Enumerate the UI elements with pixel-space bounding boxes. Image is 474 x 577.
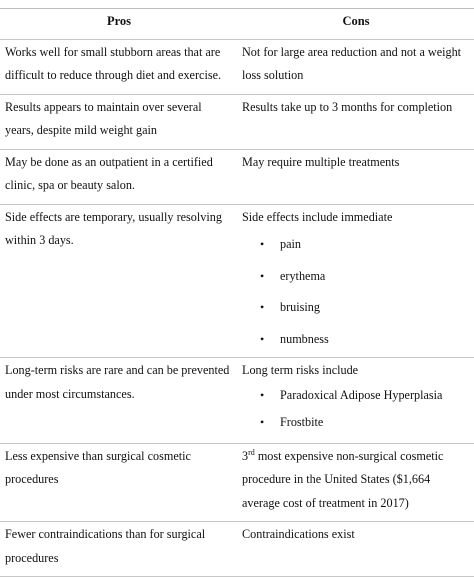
con-cell: Not for large area reduction and not a weight loss solution xyxy=(242,44,462,82)
pro-cell: Less expensive than surgical cosmetic procedures xyxy=(5,448,191,486)
table-row xyxy=(0,95,474,150)
list-item: • pain xyxy=(242,233,470,257)
list-item: • erythema xyxy=(242,265,470,289)
table-row xyxy=(0,40,474,95)
table-row xyxy=(0,522,474,577)
header-cons: Cons xyxy=(342,14,370,28)
con-cell xyxy=(237,205,474,358)
header-pros: Pros xyxy=(106,14,132,28)
table-row xyxy=(0,205,474,359)
list-item: • bruising xyxy=(242,296,470,320)
pro-cell: Fewer contraindications than for surgical procedures xyxy=(5,527,206,565)
rank-ordinal-suffix: rd xyxy=(248,447,255,457)
table-row xyxy=(0,358,474,444)
pros-cons-table xyxy=(0,8,474,577)
pro-cell: Side effects are temporary, usually resolving within 3 days. xyxy=(5,209,222,247)
con-intro: Side effects include immediate xyxy=(242,209,393,224)
rank-number: 3 xyxy=(242,448,249,463)
pro-cell: May be done as an outpatient in a certified clinic, spa or beauty salon. xyxy=(5,154,213,192)
table-row xyxy=(0,444,474,523)
list-item: • numbness xyxy=(242,328,470,352)
con-cell xyxy=(237,358,474,443)
side-effects-list xyxy=(242,233,470,351)
pro-cell: Results appears to maintain over several years, despite mild weight gain xyxy=(5,99,202,137)
con-cell: Contraindications exist xyxy=(242,527,355,541)
table-row xyxy=(0,150,474,205)
pro-cell: Long-term risks are rare and can be prevented under most circumstances. xyxy=(5,363,230,401)
con-cell xyxy=(237,444,474,522)
table-header-row xyxy=(0,9,474,40)
list-item: • Frostbite xyxy=(242,411,470,435)
con-cell: May require multiple treatments xyxy=(242,154,400,169)
con-intro: Long term risks include xyxy=(242,363,359,377)
con-cell: Results take up to 3 months for completion xyxy=(242,99,453,114)
list-item: • Paradoxical Adipose Hyperplasia xyxy=(242,384,470,408)
con-text: most expensive non-surgical cosmetic procedure in the United States ($1,664 average cost of treatment in 2017) xyxy=(242,448,444,510)
long-term-risks-list xyxy=(242,384,470,435)
pro-cell: Works well for small stubborn areas that are difficult to reduce through diet and exercise. xyxy=(5,44,222,82)
